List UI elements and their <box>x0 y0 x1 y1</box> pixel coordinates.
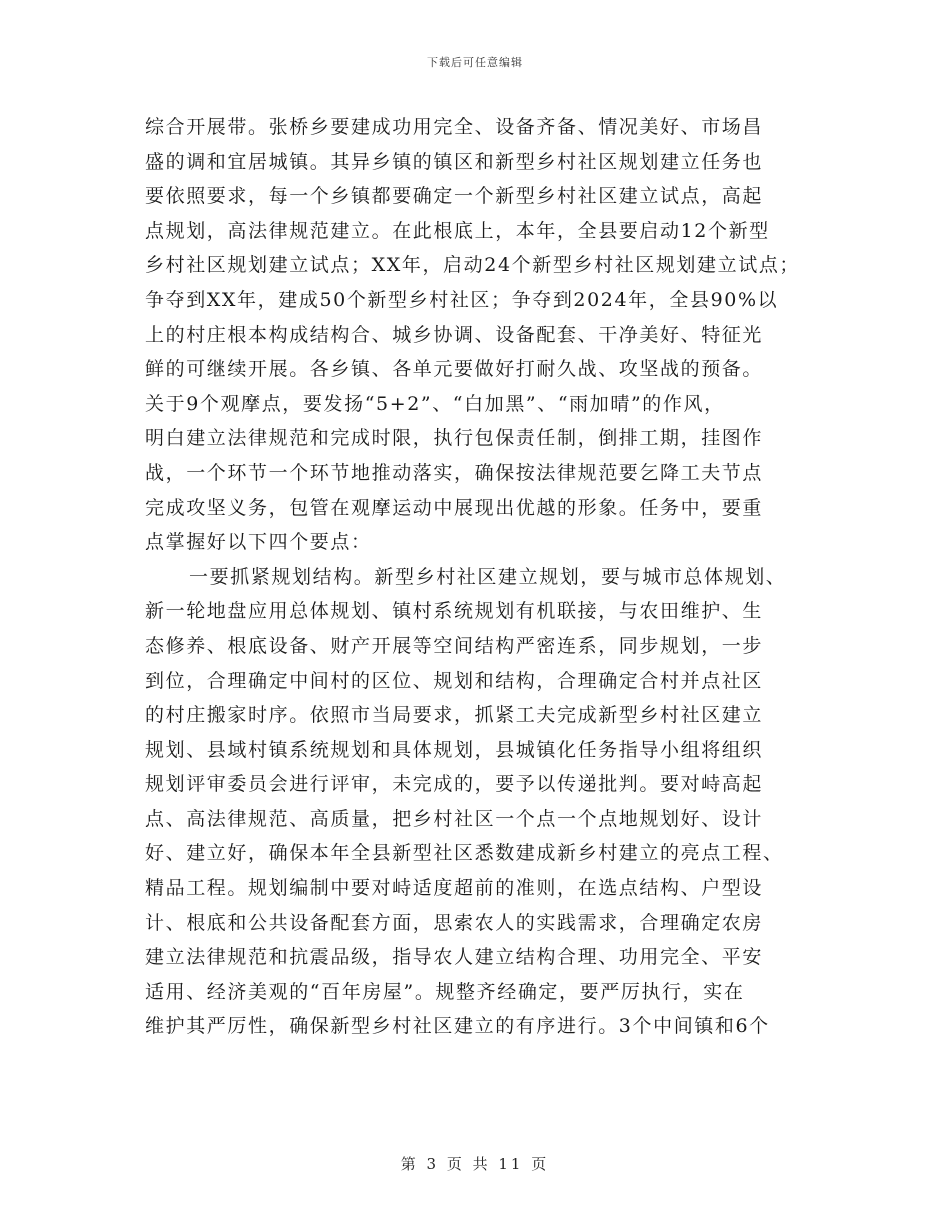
text-line: 综合开展带。张桥乡要建成功用完全、设备齐备、情况美好、市场昌 <box>145 116 764 138</box>
text-line: 建立法律规范和抗震品级，指导农人建立结构合理、功用完全、平安 <box>145 946 764 969</box>
text-line: 点、高法律规范、高质量，把乡村社区一个点一个点地规划好、设计 <box>145 807 764 830</box>
page-header: 下载后可任意编辑 <box>427 56 523 69</box>
text-line: 点掌握好以下四个要点： <box>145 531 372 554</box>
text-line: 适用、经济美观的“百年房屋”。规整齐经确定，要严厉执行，实在 <box>145 980 745 1003</box>
paragraph <box>145 560 815 1044</box>
text-line: 规划评审委员会进行评审，未完成的，要予以传递批判。要对峙高起 <box>145 773 764 796</box>
text-line: 盛的调和宜居城镇。其异乡镇的镇区和新型乡村社区规划建立任务也 <box>145 150 764 173</box>
text-line: 战，一个环节一个环节地推动落实，确保按法律规范要乞降工夫节点 <box>145 461 764 484</box>
text-line: 点规划，高法律规范建立。在此根底上，本年，全县要启动12个新型 <box>145 219 770 242</box>
text-line: 态修养、根底设备、财产开展等空间结构严密连系，同步规划，一步 <box>145 634 764 657</box>
text-line: 争夺到XX年，建成50个新型乡村社区；争夺到2024年，全县90%以 <box>145 288 779 311</box>
text-line: 鲜的可继续开展。各乡镇、各单元要做好打耐久战、攻坚战的预备。 <box>145 358 764 381</box>
text-line: 上的村庄根本构成结构合、城乡协调、设备配套、干净美好、特征光 <box>145 323 764 346</box>
page-footer: 第 3 页 共 11 页 <box>400 1155 550 1173</box>
text-line: 的村庄搬家时序。依照市当局要求，抓紧工夫完成新型乡村社区建立 <box>145 704 764 727</box>
text-line: 规划、县域村镇系统规划和具体规划，县城镇化任务指导小组将组织 <box>145 738 764 761</box>
text-line: 新一轮地盘应用总体规划、镇村系统规划有机联接，与农田维护、生 <box>145 600 764 623</box>
text-line: 完成攻坚义务，包管在观摩运动中展现出优越的形象。任务中，要重 <box>145 496 764 519</box>
paragraph <box>145 110 815 560</box>
document-body <box>145 110 815 1044</box>
text-line: 关于9个观摩点，要发扬“5+2”、“白加黑”、“雨加晴”的作风， <box>145 392 725 415</box>
text-line: 一要抓紧规划结构。新型乡村社区建立规划，要与城市总体规划、 <box>189 565 787 588</box>
text-line: 精品工程。规划编制中要对峙适度超前的准则，在选点结构、户型设 <box>145 877 764 900</box>
text-line: 维护其严厉性，确保新型乡村社区建立的有序进行。3个中间镇和6个 <box>145 1015 770 1038</box>
text-line: 好、建立好，确保本年全县新型社区悉数建成新乡村建立的亮点工程、 <box>145 842 784 865</box>
text-line: 要依照要求，每一个乡镇都要确定一个新型乡村社区建立试点，高起 <box>145 185 764 208</box>
text-line: 计、根底和公共设备配套方面，思索农人的实践需求，合理确定农房 <box>145 911 764 934</box>
text-line: 乡村社区规划建立试点；XX年，启动24个新型乡村社区规划建立试点； <box>145 254 801 277</box>
text-line: 明白建立法律规范和完成时限，执行包保责任制，倒排工期，挂图作 <box>145 427 764 450</box>
text-line: 到位，合理确定中间村的区位、规划和结构，合理确定合村并点社区 <box>145 669 764 692</box>
